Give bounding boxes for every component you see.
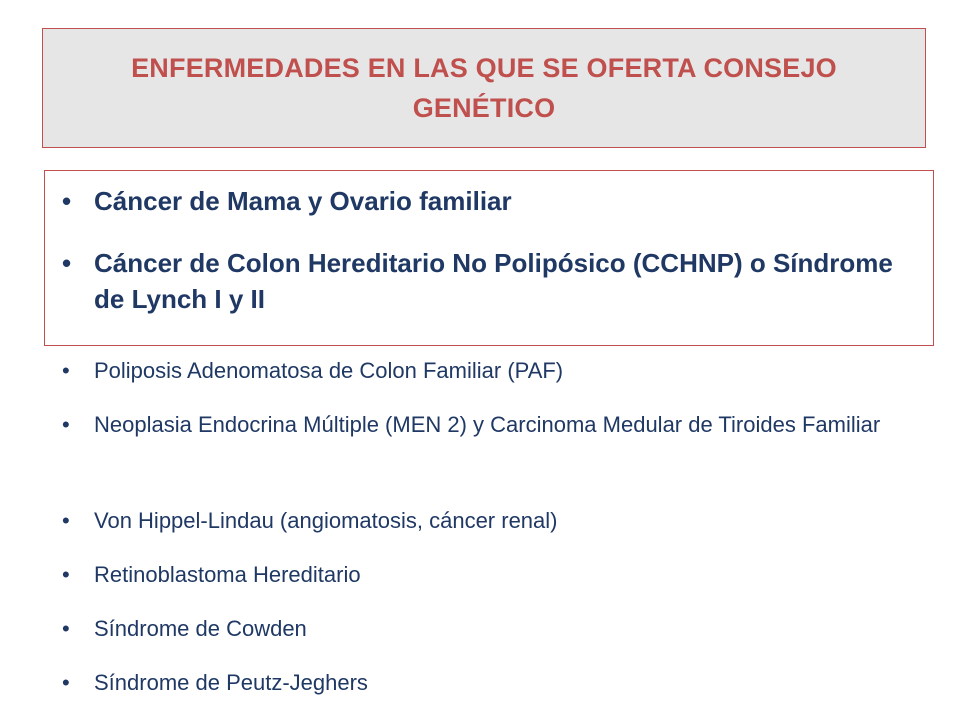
bullet-icon: • <box>62 248 72 278</box>
list-item <box>62 356 902 386</box>
bullet-icon: • <box>62 562 70 587</box>
title-box <box>42 28 926 148</box>
list-item-highlighted <box>62 245 902 317</box>
list-item-text: Retinoblastoma Hereditario <box>94 562 361 587</box>
list-item-text: Von Hippel-Lindau (angiomatosis, cáncer renal) <box>94 508 558 533</box>
bullet-icon: • <box>62 508 70 533</box>
list-item-text: Síndrome de Cowden <box>94 616 307 641</box>
list-item-text: Cáncer de Colon Hereditario No Polipósico (CCHNP) o Síndrome de Lynch I y II <box>94 248 893 314</box>
list-item <box>62 410 902 440</box>
list-item <box>62 506 902 536</box>
bullet-icon: • <box>62 412 70 437</box>
list-item-text: Neoplasia Endocrina Múltiple (MEN 2) y Carcinoma Medular de Tiroides Familiar <box>94 412 881 437</box>
list-item-highlighted <box>62 183 902 219</box>
list-item-text: Síndrome de Peutz-Jeghers <box>94 670 368 695</box>
bullet-icon: • <box>62 616 70 641</box>
list-item <box>62 614 902 644</box>
list-item <box>62 668 902 698</box>
bullet-icon: • <box>62 670 70 695</box>
list-item-text: Cáncer de Mama y Ovario familiar <box>94 186 512 216</box>
slide-title: ENFERMEDADES EN LAS QUE SE OFERTA CONSEJO GENÉTICO <box>131 53 837 123</box>
bullet-icon: • <box>62 358 70 383</box>
list-item-text: Poliposis Adenomatosa de Colon Familiar (PAF) <box>94 358 564 383</box>
bullet-icon: • <box>62 186 72 216</box>
list-item <box>62 560 902 590</box>
